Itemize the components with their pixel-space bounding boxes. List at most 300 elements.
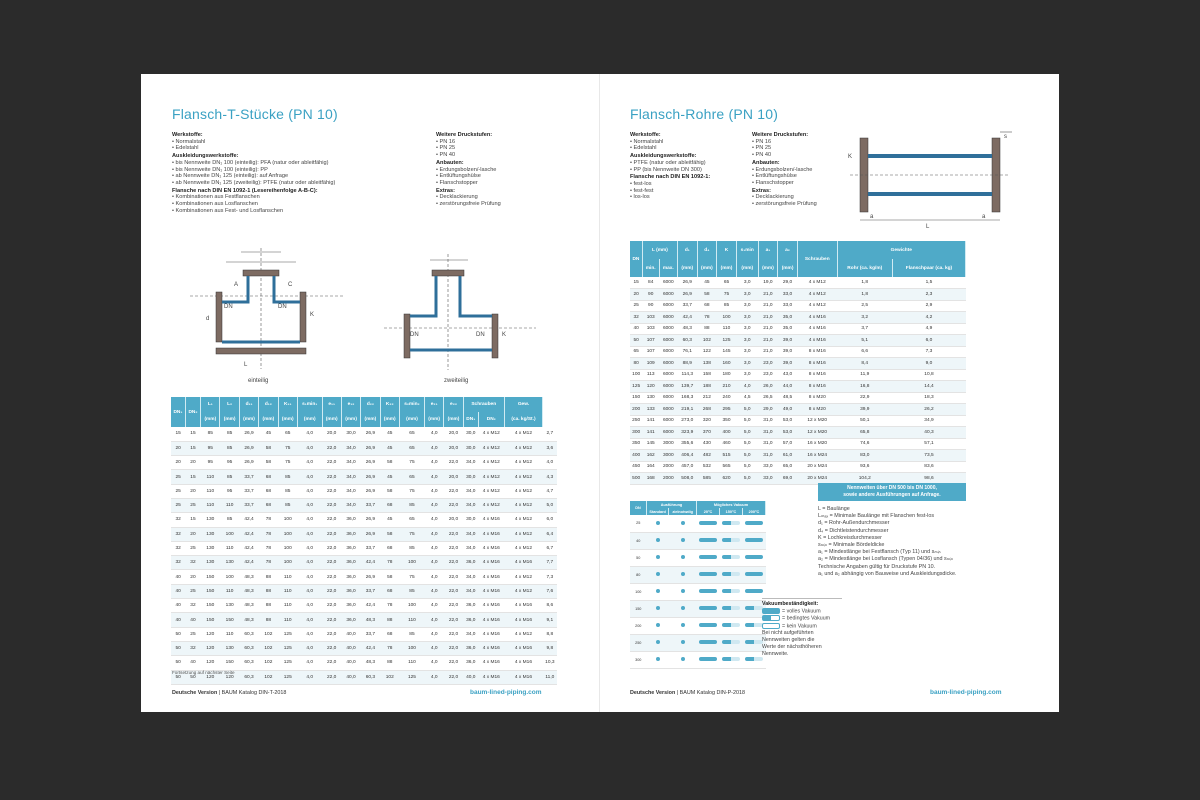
table-row — [171, 484, 557, 498]
vac-level — [697, 634, 720, 651]
left-col-unit-5: (mm) — [259, 412, 278, 427]
empty-vacuum-bar-icon — [745, 521, 763, 525]
vac-level — [719, 600, 742, 617]
svg-text:DN: DN — [410, 332, 419, 338]
table-cell: 34,0 — [463, 498, 478, 512]
left-col-head-15: Schrauben — [463, 397, 504, 412]
full-vacuum-dot-icon — [681, 640, 685, 644]
table-cell: 32 — [185, 599, 200, 613]
table-cell: 5,0 — [736, 404, 758, 416]
table-cell: 130 — [201, 541, 220, 555]
table-cell: 5,0 — [736, 415, 758, 427]
left-col-unit-14: (mm) — [444, 412, 463, 427]
left-col-unit-7: (mm) — [297, 412, 322, 427]
table-cell: 3,0 — [736, 289, 758, 301]
table-cell: 4 x M16 — [478, 584, 504, 598]
full-vacuum-bar-icon — [699, 572, 717, 576]
left-col-head-0: DN₁ — [171, 397, 185, 427]
table-cell: 4,0 — [543, 456, 557, 470]
table-cell: 9,8 — [543, 641, 557, 655]
vac-level — [742, 549, 765, 566]
table-cell: 26,9 — [239, 456, 258, 470]
full-vacuum-dot-icon — [656, 623, 660, 627]
table-cell: 26,9 — [361, 570, 380, 584]
table-cell: 4,0 — [424, 541, 443, 555]
table-cell: 162 — [642, 450, 659, 462]
table-cell: 110 — [220, 584, 239, 598]
left-col-head-9: e₁₂ — [341, 397, 360, 412]
table-cell: 53,0 — [778, 415, 798, 427]
table-cell: 4 x M16 — [478, 641, 504, 655]
table-cell: 4 x M16 — [478, 656, 504, 670]
table-cell: 4 x M12 — [504, 570, 542, 584]
table-cell: 22,0 — [444, 527, 463, 541]
table-cell: 4,0 — [424, 599, 443, 613]
right-col-unit-7: (mm) — [778, 259, 798, 277]
left-col-head-10: d₂₂ — [361, 397, 380, 412]
table-row — [630, 381, 966, 393]
table-cell: 2,3 — [892, 289, 965, 301]
table-cell: 4 x M16 — [478, 599, 504, 613]
table-cell: 20 — [185, 484, 200, 498]
table-row — [630, 335, 966, 347]
table-cell: 5,0 — [736, 427, 758, 439]
table-cell: 21,0 — [758, 312, 778, 324]
table-cell: 4,9 — [892, 323, 965, 335]
vac-required — [669, 617, 697, 634]
table-cell: 31,0 — [758, 415, 778, 427]
table-cell: 34,0 — [463, 527, 478, 541]
table-cell: 6000 — [659, 369, 677, 381]
table-cell: 40,0 — [341, 641, 360, 655]
table-row — [171, 627, 557, 641]
table-cell: 8 x M20 — [797, 392, 837, 404]
footer-url-right[interactable]: baum-lined-piping.com — [930, 689, 1002, 696]
table-cell: 88 — [697, 323, 717, 335]
empty-vacuum-bar-icon — [745, 640, 763, 644]
left-dimension-table — [171, 397, 557, 685]
svg-text:d: d — [206, 316, 210, 322]
tee-drawing-two-piece — [380, 250, 550, 378]
vac-dn: 80 — [630, 566, 647, 583]
footer-url-left[interactable]: baum-lined-piping.com — [470, 689, 542, 696]
table-cell: 88 — [259, 613, 278, 627]
table-row — [630, 277, 966, 289]
table-cell: 9,1 — [543, 613, 557, 627]
right-col-unit-1: max. — [659, 259, 677, 277]
table-cell: 85 — [220, 470, 239, 484]
table-cell: 85 — [278, 498, 297, 512]
table-cell: 22,0 — [322, 498, 341, 512]
table-cell: 125 — [630, 381, 642, 393]
table-cell: 6000 — [659, 323, 677, 335]
table-cell: 12 x M20 — [797, 427, 837, 439]
table-cell: 78 — [259, 541, 278, 555]
table-cell: 4 x M16 — [478, 670, 504, 684]
table-cell: 31,0 — [758, 438, 778, 450]
vac-row — [630, 566, 766, 583]
table-cell: 406,4 — [677, 450, 697, 462]
left-col-unit-10: (mm) — [361, 412, 380, 427]
table-cell: 50 — [171, 641, 185, 655]
table-cell: 4 x M12 — [504, 427, 542, 441]
table-cell: 4 x M12 — [797, 300, 837, 312]
table-cell: 4 x M16 — [504, 599, 542, 613]
table-cell: 130 — [201, 513, 220, 527]
table-cell: 45 — [380, 441, 399, 455]
table-cell: 4,0 — [424, 570, 443, 584]
table-cell: 3,0 — [736, 312, 758, 324]
table-cell: 110 — [201, 498, 220, 512]
table-cell: 26,9 — [239, 441, 258, 455]
table-cell: 50 — [171, 670, 185, 684]
table-cell: 33,7 — [361, 627, 380, 641]
vac-dn: 25 — [630, 515, 647, 532]
table-cell: 102 — [259, 670, 278, 684]
table-cell: 4,3 — [543, 470, 557, 484]
table-cell: 20 — [185, 456, 200, 470]
table-cell: 21,0 — [758, 323, 778, 335]
table-cell: 25 — [171, 484, 185, 498]
table-cell: 120 — [642, 381, 659, 393]
table-row — [171, 641, 557, 655]
table-cell: 18,3 — [892, 392, 965, 404]
table-cell: 219,1 — [677, 404, 697, 416]
table-cell: 34,0 — [463, 627, 478, 641]
half-vacuum-bar-icon — [722, 555, 740, 559]
table-cell: 110 — [220, 498, 239, 512]
table-cell: 35,0 — [778, 312, 798, 324]
table-cell: 22,0 — [444, 570, 463, 584]
table-cell: 4 x M12 — [504, 456, 542, 470]
table-cell: 23,0 — [758, 358, 778, 370]
left-col-head-7: s₁min₁ — [297, 397, 322, 412]
vac-level — [719, 549, 742, 566]
svg-text:DN: DN — [224, 304, 233, 310]
table-cell: 65 — [278, 427, 297, 441]
table-cell: 4,0 — [424, 556, 443, 570]
table-cell: 508,0 — [677, 473, 697, 485]
table-cell: 39,0 — [778, 358, 798, 370]
table-cell: 34,0 — [341, 484, 360, 498]
table-cell: 33,7 — [239, 498, 258, 512]
table-cell: 3,6 — [543, 441, 557, 455]
table-cell: 43,0 — [778, 369, 798, 381]
table-cell: 34,0 — [463, 484, 478, 498]
table-cell: 125 — [278, 656, 297, 670]
table-cell: 95 — [220, 484, 239, 498]
table-cell: 26,9 — [361, 441, 380, 455]
table-cell: 4,0 — [297, 456, 322, 470]
table-cell: 6000 — [659, 335, 677, 347]
vac-row — [630, 549, 766, 566]
table-cell: 26,2 — [892, 404, 965, 416]
page-title-right: Flansch-Rohre (PN 10) — [630, 106, 779, 122]
table-cell: 30,0 — [463, 513, 478, 527]
table-cell: 26,9 — [361, 470, 380, 484]
table-cell: 4,0 — [424, 613, 443, 627]
table-cell: 22,0 — [322, 441, 341, 455]
table-cell: 110 — [278, 570, 297, 584]
table-cell: 48,3 — [239, 570, 258, 584]
table-cell: 150 — [201, 599, 220, 613]
table-cell: 4,0 — [424, 627, 443, 641]
table-cell: 210 — [717, 381, 737, 393]
table-cell: 2000 — [659, 473, 677, 485]
table-cell: 22,0 — [444, 599, 463, 613]
left-col-head-4: d₁₁ — [239, 397, 258, 412]
table-cell: 4,0 — [424, 670, 443, 684]
table-row — [171, 556, 557, 570]
table-cell: 20,0 — [444, 513, 463, 527]
table-cell: 22,0 — [322, 570, 341, 584]
full-vacuum-dot-icon — [656, 640, 660, 644]
table-cell: 22,0 — [444, 656, 463, 670]
table-cell: 33,7 — [239, 470, 258, 484]
table-cell: 22,0 — [444, 541, 463, 555]
vac-row — [630, 583, 766, 600]
right-col-head-5: s₁min — [736, 241, 758, 259]
table-cell: 34,0 — [463, 541, 478, 555]
table-cell: 565 — [717, 461, 737, 473]
table-cell: 30,0 — [341, 427, 360, 441]
table-cell: 5,0 — [736, 438, 758, 450]
table-cell: 200 — [630, 404, 642, 416]
table-cell: 83,0 — [837, 450, 892, 462]
left-col-unit-15: DN₁ — [463, 412, 478, 427]
table-cell: 4 x M12 — [478, 470, 504, 484]
caption-one-piece: einteilig — [248, 378, 269, 384]
table-cell: 22,0 — [322, 641, 341, 655]
table-cell: 25 — [630, 300, 642, 312]
page-gutter — [599, 74, 600, 712]
full-vacuum-dot-icon — [681, 623, 685, 627]
left-col-head-13: e₂₁ — [424, 397, 443, 412]
table-cell: 323,9 — [677, 427, 697, 439]
table-cell: 75 — [399, 484, 424, 498]
left-col-unit-12: (mm) — [399, 412, 424, 427]
table-cell: 78 — [697, 312, 717, 324]
table-cell: 2,7 — [543, 427, 557, 441]
table-cell: 75 — [717, 289, 737, 301]
table-cell: 22,0 — [322, 556, 341, 570]
table-cell: 49,0 — [778, 404, 798, 416]
table-cell: 4 x M12 — [797, 289, 837, 301]
table-cell: 78 — [380, 556, 399, 570]
table-cell: 26,9 — [361, 456, 380, 470]
right-col-head-1: L (mm) — [642, 241, 677, 259]
table-cell: 22,0 — [322, 513, 341, 527]
table-cell: 15 — [185, 470, 200, 484]
left-col-head-8: e₁₁ — [322, 397, 341, 412]
table-cell: 68 — [259, 484, 278, 498]
vac-level — [697, 651, 720, 668]
table-cell: 22,0 — [444, 670, 463, 684]
table-cell: 33,0 — [758, 473, 778, 485]
table-cell: 4 x M16 — [478, 613, 504, 627]
table-cell: 4,0 — [297, 513, 322, 527]
table-cell: 8,4 — [837, 358, 892, 370]
right-col-head-6: a₁ — [758, 241, 778, 259]
vac-level — [697, 583, 720, 600]
table-cell: 22,0 — [444, 556, 463, 570]
table-cell: 26,0 — [758, 381, 778, 393]
table-cell: 45 — [380, 427, 399, 441]
vac-standard — [647, 600, 669, 617]
table-cell: 40,0 — [341, 656, 360, 670]
table-cell: 4,5 — [736, 392, 758, 404]
vac-dn: 150 — [630, 600, 647, 617]
vac-level — [697, 600, 720, 617]
table-cell: 107 — [642, 335, 659, 347]
table-cell: 60,3 — [239, 627, 258, 641]
full-vacuum-bar-icon — [699, 657, 717, 661]
table-cell: 4 x M16 — [504, 641, 542, 655]
table-cell: 11,9 — [837, 369, 892, 381]
full-vacuum-bar-icon — [699, 589, 717, 593]
table-cell: 110 — [201, 484, 220, 498]
no-vacuum-swatch-icon — [762, 623, 780, 629]
left-col-unit-2: (mm) — [201, 412, 220, 427]
table-cell: 5,1 — [837, 335, 892, 347]
half-vacuum-bar-icon — [722, 589, 740, 593]
table-cell: 130 — [201, 527, 220, 541]
table-cell: 102 — [697, 335, 717, 347]
table-cell: 36,0 — [341, 556, 360, 570]
table-cell: 20 x M24 — [797, 461, 837, 473]
left-spec-block: Werkstoffe: • Normalstahl • Edelstahl Auskleidungswerkstoffe: • bis Nennweite DN₁ 100 (einteilig): PFA (natur oder ableitfähig) • bis Nennweite DN₁ 100 (einteilig): PP • ab Nennweite DN₁ 125 (einteilig): auf Anfrage • ab Nennweite DN₁ 125 (zweiteilig): PTFE (natur oder ableitfähig) Flansche nach DIN EN 1092-1 (Lesereihenfolge A-B-C): • Kombinationen aus Festflanschen • Kombinationen aus Losflanschen • Kombinationen aus Fest- und Losflanschen — [172, 132, 336, 214]
left-col-head-5: d₁₂ — [259, 397, 278, 412]
table-cell: 20,0 — [444, 441, 463, 455]
table-cell: 6000 — [659, 392, 677, 404]
table-cell: 6,4 — [543, 527, 557, 541]
table-cell: 130 — [201, 556, 220, 570]
table-cell: 4 x M16 — [504, 656, 542, 670]
table-cell: 85 — [399, 627, 424, 641]
table-cell: 110 — [278, 613, 297, 627]
svg-text:a: a — [870, 214, 874, 220]
table-cell: 32 — [630, 312, 642, 324]
table-cell: 4,7 — [543, 484, 557, 498]
table-cell: 4,0 — [297, 484, 322, 498]
right-col-head-2: d₁ — [677, 241, 697, 259]
full-vacuum-bar-icon — [699, 555, 717, 559]
table-cell: 400 — [630, 450, 642, 462]
vac-level — [719, 634, 742, 651]
table-cell: 39,0 — [778, 346, 798, 358]
table-row — [630, 346, 966, 358]
vac-required — [669, 651, 697, 668]
table-cell: 10,3 — [543, 656, 557, 670]
right-col-unit-6: (mm) — [758, 259, 778, 277]
table-cell: 4 x M12 — [478, 456, 504, 470]
table-cell: 102 — [380, 670, 399, 684]
table-cell: 88 — [259, 570, 278, 584]
table-cell: 4,0 — [297, 584, 322, 598]
table-cell: 100 — [220, 527, 239, 541]
vac-standard — [647, 634, 669, 651]
table-cell: 25 — [171, 470, 185, 484]
table-cell: 35,0 — [778, 323, 798, 335]
table-cell: 45 — [259, 427, 278, 441]
table-cell: 85 — [201, 427, 220, 441]
table-cell: 76,1 — [677, 346, 697, 358]
table-cell: 33,7 — [239, 484, 258, 498]
table-cell: 4 x M12 — [504, 513, 542, 527]
table-cell: 150 — [201, 584, 220, 598]
vac-dn: 300 — [630, 651, 647, 668]
table-cell: 4,0 — [424, 527, 443, 541]
vac-row — [630, 634, 766, 651]
table-cell: 50 — [630, 335, 642, 347]
table-cell: 26,9 — [361, 513, 380, 527]
table-cell: 21,0 — [758, 289, 778, 301]
table-cell: 4 x M16 — [478, 556, 504, 570]
table-cell: 65 — [399, 441, 424, 455]
table-cell: 15 — [630, 277, 642, 289]
table-cell: 65 — [399, 427, 424, 441]
full-vacuum-dot-icon — [681, 538, 685, 542]
table-cell: 78 — [259, 513, 278, 527]
table-cell: 22,0 — [322, 541, 341, 555]
table-cell: 4,0 — [297, 599, 322, 613]
table-row — [630, 415, 966, 427]
table-cell: 150 — [630, 392, 642, 404]
table-cell: 4,0 — [297, 427, 322, 441]
table-row — [630, 323, 966, 335]
table-cell: 98,6 — [892, 473, 965, 485]
vac-sub-200: 200°C — [742, 508, 765, 515]
table-cell: 103 — [642, 312, 659, 324]
empty-vacuum-bar-icon — [745, 572, 763, 576]
table-cell: 34,0 — [463, 456, 478, 470]
vac-standard — [647, 583, 669, 600]
table-cell: 22,0 — [444, 484, 463, 498]
table-cell: 3,7 — [837, 323, 892, 335]
vac-level — [697, 549, 720, 566]
empty-vacuum-bar-icon — [745, 606, 763, 610]
table-cell: 48,3 — [239, 584, 258, 598]
vac-row — [630, 600, 766, 617]
table-cell: 73,5 — [892, 450, 965, 462]
table-cell: 6000 — [659, 277, 677, 289]
table-cell: 4,0 — [297, 656, 322, 670]
table-cell: 482 — [697, 450, 717, 462]
table-cell: 58 — [380, 527, 399, 541]
continued-note: Fortsetzung auf nächster Seite — [172, 670, 235, 675]
table-cell: 158 — [697, 369, 717, 381]
table-cell: 50 — [171, 627, 185, 641]
left-col-head-11: K₂₂ — [380, 397, 399, 412]
table-cell: 60,3 — [361, 670, 380, 684]
table-cell: 30,0 — [463, 427, 478, 441]
table-cell: 65 — [399, 513, 424, 527]
table-cell: 164 — [642, 461, 659, 473]
table-cell: 4,0 — [424, 484, 443, 498]
table-cell: 103 — [642, 323, 659, 335]
table-cell: 65 — [630, 346, 642, 358]
table-cell: 34,0 — [463, 584, 478, 598]
table-cell: 75 — [278, 456, 297, 470]
table-cell: 42,4 — [361, 556, 380, 570]
table-cell: 25 — [185, 541, 200, 555]
svg-text:K: K — [502, 332, 507, 338]
table-cell: 3,0 — [736, 358, 758, 370]
table-cell: 150 — [201, 570, 220, 584]
left-col-head-12: s₂min₂ — [399, 397, 424, 412]
table-cell: 29,0 — [778, 277, 798, 289]
half-vacuum-bar-icon — [722, 572, 740, 576]
